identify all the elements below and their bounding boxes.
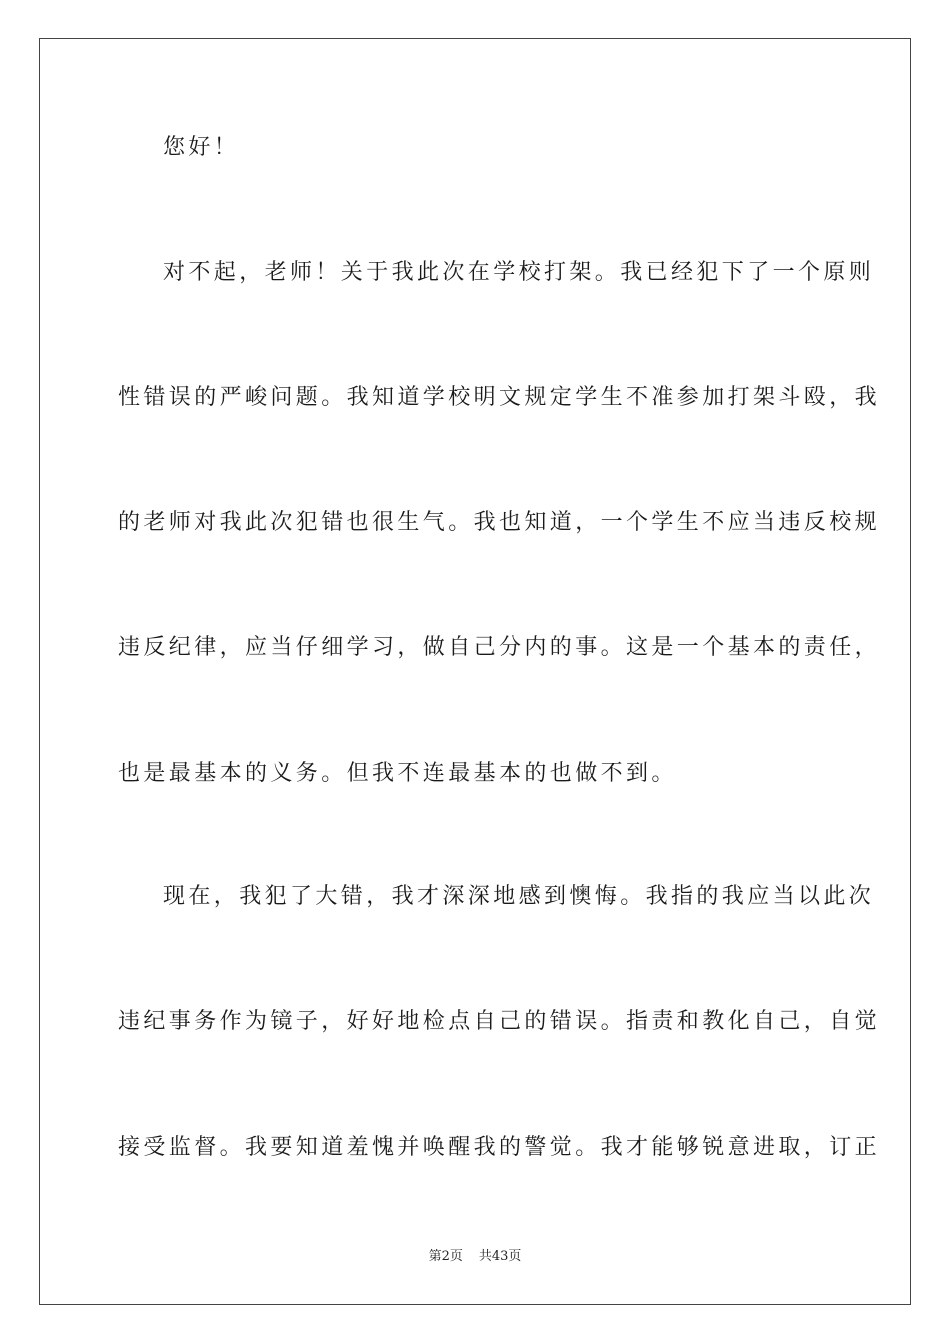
page-frame — [39, 38, 911, 1305]
page-total: 共43页 — [478, 1249, 522, 1264]
paragraph-line-8: 接受监督。我要知道羞愧并唤醒我的警觉。我才能够锐意进取，订正 — [118, 1135, 881, 1160]
paragraph-line-6: 现在，我犯了大错，我才深深地感到懊悔。我指的我应当以此次 — [163, 884, 875, 909]
paragraph-line-7: 违纪事务作为镜子，好好地检点自己的错误。指责和教化自己，自觉 — [118, 1009, 881, 1034]
page-number: 第2页 — [428, 1249, 463, 1264]
paragraph-line-3: 的老师对我此次犯错也很生气。我也知道，一个学生不应当违反校规 — [118, 510, 881, 535]
paragraph-line-2: 性错误的严峻问题。我知道学校明文规定学生不准参加打架斗殴，我 — [118, 385, 881, 410]
greeting: 您好！ — [163, 135, 240, 160]
page-footer — [0, 1245, 950, 1264]
paragraph-line-4: 违反纪律，应当仔细学习，做自己分内的事。这是一个基本的责任， — [118, 635, 881, 660]
paragraph-line-5: 也是最基本的义务。但我不连最基本的也做不到。 — [118, 761, 677, 786]
paragraph-line-1: 对不起，老师！关于我此次在学校打架。我已经犯下了一个原则 — [163, 260, 875, 285]
